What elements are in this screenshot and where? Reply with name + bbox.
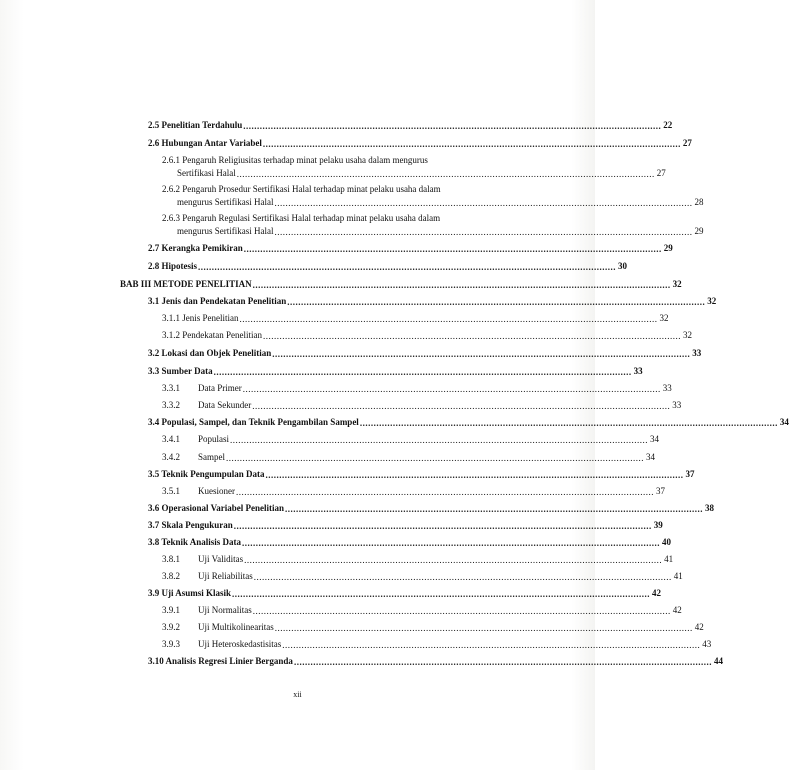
toc-entry [148,520,663,531]
leader-dots: ........................................................................................................................................................ [282,640,701,650]
toc-entry [162,330,692,341]
leader-dots: ........................................................................................................................................................ [252,606,671,616]
toc-entry-title: 2.8 Hipotesis [148,261,198,271]
toc-entry-page: 22 [663,120,673,130]
toc-entry-title: Data Sekunder [198,400,252,410]
toc-entry [148,138,692,149]
toc-entry-page: 37 [685,469,695,479]
leader-dots: ........................................................................................................................................................ [293,657,712,667]
leader-dots: ........................................................................................................................................................ [274,227,693,237]
toc-entry-title: 2.6 Hubungan Antar Variabel [148,138,262,148]
leader-dots: ........................................................................................................................................................ [262,139,681,149]
toc-entry-number: 3.3.1 [162,383,180,393]
leader-dots: ........................................................................................................................................................ [265,470,684,480]
toc-entry [177,168,666,179]
toc-entry [177,226,704,237]
leader-dots: ........................................................................................................................................................ [272,349,691,359]
toc-entry-number: 3.5.1 [162,486,180,496]
toc-entry-number: 3.3.2 [162,400,180,410]
toc-entry [162,452,655,463]
leader-dots: ........................................................................................................................................................ [253,572,672,582]
toc-entry-title: Kuesioner [198,486,235,496]
toc-entry [148,261,628,272]
toc-entry-page: 42 [652,588,662,598]
leader-dots: ........................................................................................................................................................ [242,538,661,548]
toc-entry [148,503,715,514]
toc-entry-title: Uji Multikolinearitas [198,622,274,632]
toc-entry-title: Sampel [198,452,225,462]
toc-entry [162,605,682,616]
toc-entry-title: 3.6 Operasional Variabel Penelitian [148,503,285,513]
toc-entry-number: 3.4.1 [162,434,180,444]
toc-entry [148,469,695,480]
leader-dots: ........................................................................................................................................................ [274,623,693,633]
toc-entry-title: Uji Reliabilitas [198,571,253,581]
toc-entry-page: 29 [694,226,704,236]
toc-entry-page: 37 [656,486,665,496]
toc-entry-page: 38 [705,503,715,513]
toc-entry-title: 3.10 Analisis Regresi Linier Berganda [148,656,293,666]
leader-dots: ........................................................................................................................................................ [242,384,661,394]
leader-dots: ........................................................................................................................................................ [236,487,654,497]
toc-entry-title: 2.7 Kerangka Pemikiran [148,243,243,253]
toc-entry-page: 28 [694,197,704,207]
toc-entry [148,120,673,131]
toc-entry [148,537,672,548]
toc-entry-page: 39 [653,520,663,530]
toc-entry-page: 32 [707,296,717,306]
leader-dots: ........................................................................................................................................................ [198,262,617,272]
toc-entry-title: Uji Normalitas [198,605,252,615]
toc-entry-title: 3.1.2 Pendekatan Penelitian [162,330,262,340]
toc-entry [148,243,673,254]
leader-dots: ........................................................................................................................................................ [230,435,649,445]
leader-dots: ........................................................................................................................................................ [213,367,632,377]
toc-entry [162,383,672,394]
toc-entry-page: 32 [682,330,692,340]
toc-entry-page: 32 [672,279,682,289]
toc-entry [162,486,665,497]
toc-entry-page: 44 [713,656,723,666]
toc-entry-title: Uji Validitas [198,554,244,564]
leader-dots: ........................................................................................................................................................ [239,314,658,324]
toc-entry [148,348,702,359]
leader-dots: ........................................................................................................................................................ [226,453,644,463]
toc-entry-page: 34 [646,452,655,462]
toc-entry-number: 3.9.1 [162,605,180,615]
toc-entry-title: Sertifikasi Halal [177,168,236,178]
toc-entry-page: 33 [633,366,643,376]
toc-entry [162,622,704,633]
leader-dots: ........................................................................................................................................................ [244,555,663,565]
toc-entry-number: 3.9.3 [162,639,180,649]
leader-dots: ........................................................................................................................................................ [233,521,652,531]
toc-entry-page: 27 [682,138,692,148]
leader-dots: ........................................................................................................................................................ [243,244,662,254]
toc-entry-title: 3.8 Teknik Analisis Data [148,537,242,547]
toc-entry-first-line: 2.6.1 Pengaruh Religiusitas terhadap minat pelaku usaha dalam mengurus [162,155,428,165]
leader-dots: ........................................................................................................................................................ [236,169,655,179]
toc-entry [148,417,789,428]
toc-entry-title: Uji Heteroskedastisitas [198,639,282,649]
toc-entry-title: 3.1 Jenis dan Pendekatan Penelitian [148,296,287,306]
toc-entry-title: 3.7 Skala Pengukuran [148,520,233,530]
toc-entry [148,656,723,667]
toc-entry-title: 3.1.1 Jenis Penelitian [162,313,239,323]
toc-entry-title: 3.4 Populasi, Sampel, dan Teknik Pengambilan Sampel [148,417,359,427]
toc-entry [148,296,717,307]
leader-dots: ........................................................................................................................................................ [243,121,662,131]
toc-entry-page: 34 [779,417,789,427]
toc-entry [148,366,643,377]
leader-dots: ........................................................................................................................................................ [252,401,671,411]
toc-entry [148,588,662,599]
toc-entry [177,197,704,208]
toc-entry-page: 43 [702,639,712,649]
toc-entry-page: 42 [694,622,704,632]
toc-entry-first-line: 2.6.3 Pengaruh Regulasi Sertifikasi Halal terhadap minat pelaku usaha dalam [162,213,441,223]
toc-entry-page: 33 [662,383,672,393]
leader-dots: ........................................................................................................................................................ [359,418,778,428]
toc-entry-title: 3.9 Uji Asumsi Klasik [148,588,232,598]
toc-entry [162,554,674,565]
toc-entry [162,400,682,411]
leader-dots: ........................................................................................................................................................ [274,198,693,208]
toc-entry-page: 30 [618,261,628,271]
toc-entry-page: 33 [692,348,702,358]
toc-entry-title: 3.3 Sumber Data [148,366,213,376]
toc-entry-title: Data Primer [198,383,242,393]
leader-dots: ........................................................................................................................................................ [287,297,706,307]
toc-entry-page: 29 [663,243,673,253]
toc-entry-number: 3.9.2 [162,622,180,632]
toc-entry-page: 41 [673,571,683,581]
leader-dots: ........................................................................................................................................................ [285,504,704,514]
toc-entry-page: 27 [656,168,666,178]
toc-entry-title: 3.5 Teknik Pengumpulan Data [148,469,265,479]
toc-entry-number: 3.8.1 [162,554,180,564]
toc-entry [162,434,660,445]
toc-entry [162,639,712,650]
toc-entry-title: 3.2 Lokasi dan Objek Penelitian [148,348,272,358]
toc-entry [162,571,683,582]
toc-entry-page: 32 [659,313,669,323]
toc-entry-page: 40 [662,537,672,547]
toc-entry-title: mengurus Sertifikasi Halal [177,226,274,236]
toc-entry-page: 33 [672,400,682,410]
toc-entry-number: 3.8.2 [162,571,180,581]
page-number: xii [293,690,302,699]
toc-entry-page: 41 [664,554,674,564]
toc-chapter-entry [120,279,682,290]
toc-entry-page: 42 [672,605,682,615]
toc-entry-title: mengurus Sertifikasi Halal [177,197,274,207]
toc-entry-title: BAB III METODE PENELITIAN [120,279,252,289]
leader-dots: ........................................................................................................................................................ [262,331,681,341]
toc-entry-title: 2.5 Penelitian Terdahulu [148,120,243,130]
toc-entry-number: 3.4.2 [162,452,180,462]
leader-dots: ........................................................................................................................................................ [232,589,651,599]
toc-entry-first-line: 2.6.2 Pengaruh Prosedur Sertifikasi Halal terhadap minat pelaku usaha dalam [162,184,441,194]
toc-entry-title: Populasi [198,434,230,444]
toc-entry-page: 34 [650,434,660,444]
toc-entry [162,313,669,324]
leader-dots: ........................................................................................................................................................ [252,280,671,290]
